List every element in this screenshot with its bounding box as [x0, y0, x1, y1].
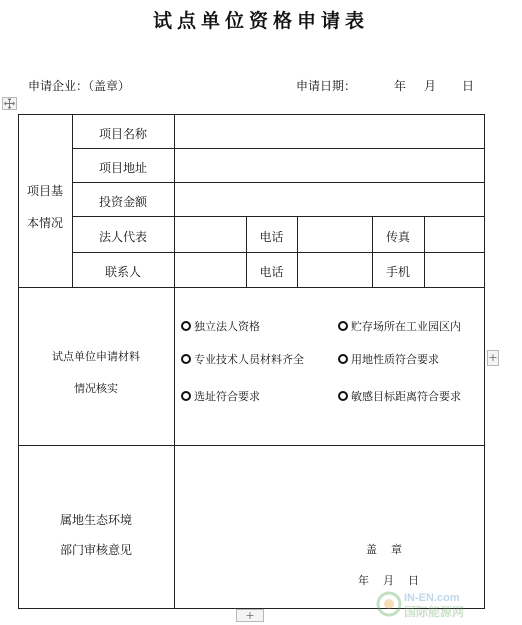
apply-date-month: 月	[424, 79, 437, 93]
watermark-logo	[374, 587, 514, 621]
table-move-handle[interactable]	[2, 97, 17, 110]
legal-rep-phone-field[interactable]	[298, 217, 372, 252]
check-item[interactable]: 敏感目标距离符合要求	[338, 388, 461, 404]
phone-label-1: 电话	[259, 230, 284, 244]
check-item[interactable]: 用地性质符合要求	[338, 351, 439, 367]
phone-label-2: 电话	[259, 265, 284, 279]
review-label-2: 部门审核意见	[59, 543, 132, 557]
add-row-button[interactable]	[236, 609, 264, 622]
svg-text:IN-EN.com: IN-EN.com	[404, 592, 460, 604]
project-address-field[interactable]	[175, 149, 484, 182]
mobile-label: 手机	[385, 265, 410, 279]
add-column-button[interactable]	[487, 350, 499, 366]
apply-date-label: 申请日期：	[296, 79, 357, 93]
legal-rep-field[interactable]	[175, 217, 246, 252]
applicant-label: 申请企业：（盖章）	[28, 79, 131, 93]
radio-bullet-icon	[338, 354, 348, 364]
plus-icon: +	[245, 609, 255, 622]
check-item[interactable]: 贮存场所在工业园区内	[338, 318, 461, 334]
check-item[interactable]: 独立法人资格	[181, 318, 260, 334]
check-item[interactable]: 选址符合要求	[181, 388, 260, 404]
seal-label: 盖 章	[366, 543, 402, 556]
project-address-label: 项目地址	[98, 161, 147, 175]
radio-bullet-icon	[181, 321, 191, 331]
investment-amount-label: 投资金额	[98, 195, 147, 209]
radio-bullet-icon	[181, 391, 191, 401]
review-label-1: 属地生态环境	[59, 513, 132, 527]
ineng-logo-icon	[374, 587, 514, 621]
contact-person-field[interactable]	[175, 253, 246, 287]
materials-label-2: 情况核实	[74, 382, 118, 395]
project-basic-label-2: 本情况	[26, 216, 63, 230]
radio-bullet-icon	[181, 354, 191, 364]
mobile-field[interactable]	[425, 253, 484, 287]
contact-person-label: 联系人	[104, 265, 141, 279]
project-name-field[interactable]	[175, 115, 484, 148]
fax-field[interactable]	[425, 217, 484, 252]
project-name-label: 项目名称	[98, 127, 147, 141]
check-item[interactable]: 专业技术人员材料齐全	[181, 351, 304, 367]
investment-amount-field[interactable]	[175, 183, 484, 216]
apply-date-day: 日	[462, 79, 475, 93]
radio-bullet-icon	[338, 391, 348, 401]
review-date-label: 年 月 日	[358, 574, 419, 587]
form-title: 试点单位资格申请表	[152, 10, 369, 32]
contact-phone-field[interactable]	[298, 253, 372, 287]
radio-bullet-icon	[338, 321, 348, 331]
svg-text:国际能源网: 国际能源网	[404, 605, 465, 619]
apply-date-year: 年	[394, 79, 407, 93]
move-icon	[4, 98, 15, 109]
plus-icon: +	[488, 351, 498, 364]
materials-label-1: 试点单位申请材料	[52, 350, 140, 363]
legal-rep-label: 法人代表	[98, 230, 147, 244]
review-opinion-field[interactable]	[175, 446, 484, 608]
fax-label: 传真	[385, 230, 410, 244]
project-basic-label-1: 项目基	[26, 184, 63, 198]
